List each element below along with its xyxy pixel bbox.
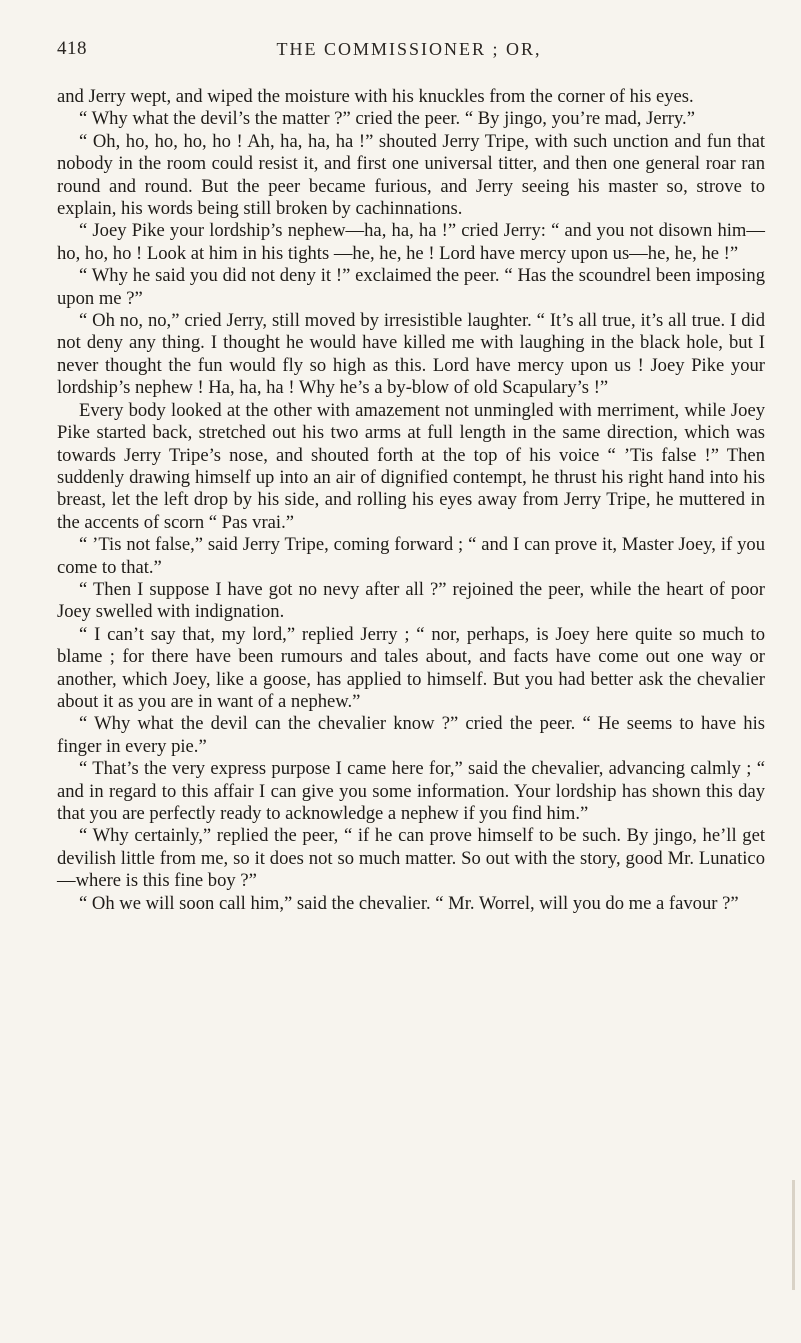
- paragraph: “ ’Tis not false,” said Jerry Tripe, coming forward ; “ and I can prove it, Master Joey, if you come to that.”: [57, 534, 765, 578]
- body-text: [57, 86, 765, 915]
- running-title: THE COMMISSIONER ; OR,: [276, 39, 542, 59]
- paragraph: “ Why what the devil can the chevalier know ?” cried the peer. “ He seems to have his finger in every pie.”: [57, 713, 765, 757]
- paragraph: “ Why he said you did not deny it !” exclaimed the peer. “ Has the scoundrel been imposing upon me ?”: [57, 265, 765, 309]
- page-edge-shadow: [792, 1180, 795, 1290]
- paragraph: “ Why certainly,” replied the peer, “ if he can prove himself to be such. By jingo, he’ll get devilish little from me, so it does not so much matter. So out with the story, good Mr. Lunatico—where is this fine boy ?”: [57, 825, 765, 892]
- paragraph: and Jerry wept, and wiped the moisture with his knuckles from the corner of his eyes.: [57, 86, 694, 107]
- paragraph: “ Oh, ho, ho, ho, ho ! Ah, ha, ha, ha !” shouted Jerry Tripe, with such unction and fun that nobody in the room could resist it, and first one universal titter, and then one general roar ran round and round. But the peer became furious, and Jerry seeing his master so, strove to explain, his words being still broken by cachinnations.: [57, 130, 765, 220]
- paragraph: “ Why what the devil’s the matter ?” cried the peer. “ By jingo, you’re mad, Jerry.”: [79, 108, 695, 130]
- paragraph: “ That’s the very express purpose I came here for,” said the chevalier, advancing calmly ; “ and in regard to this affair I can give you some information. Your lordship has shown this day that you are perfectly ready to acknowledge a nephew if you find him.”: [57, 758, 765, 824]
- paragraph: “ Oh no, no,” cried Jerry, still moved by irresistible laughter. “ It’s all true, it’s all true. I did not deny any thing. I thought he would have killed me with laughing in the black hole, but I never thought the fun would fly so high as this. Lord have mercy upon us ! Joey Pike your lordship’s nephew ! Ha, ha, ha ! Why he’s a by-blow of old Scapulary’s !”: [57, 310, 765, 399]
- page-number: 418: [57, 38, 87, 59]
- paragraph: “ I can’t say that, my lord,” replied Jerry ; “ nor, perhaps, is Joey here quite so much to blame ; for there have been rumours and tales about, and facts have come out one way or another, which Joey, like a goose, has applied to himself. But you had better ask the chevalier about it as you are in want of a nephew.”: [57, 623, 765, 712]
- paragraph: “ Oh we will soon call him,” said the chevalier. “ Mr. Worrel, will you do me a favour ?”: [79, 892, 739, 914]
- paragraph: “ Then I suppose I have got no nevy after all ?” rejoined the peer, while the heart of poor Joey swelled with indignation.: [57, 578, 765, 623]
- running-head: [57, 38, 761, 68]
- paragraph: Every body looked at the other with amazement not unmingled with merriment, while Joey Pike started back, stretched out his two arms at full length in the same direction, which was towards Jerry Tripe’s nose, and shouted forth at the top of his voice “ ’Tis false !” Then suddenly drawing himself up into an air of dignified contempt, he thrust his right hand into his breast, let the left drop by his side, and rolling his eyes away from Jerry Tripe, he muttered in the accents of scorn “ Pas vrai.”: [57, 399, 765, 533]
- paragraph: “ Joey Pike your lordship’s nephew—ha, ha, ha !” cried Jerry: “ and you not disown him—ho, ho, ho ! Look at him in his tights —he, he, he ! Lord have mercy upon us—he, he, he !”: [57, 220, 765, 264]
